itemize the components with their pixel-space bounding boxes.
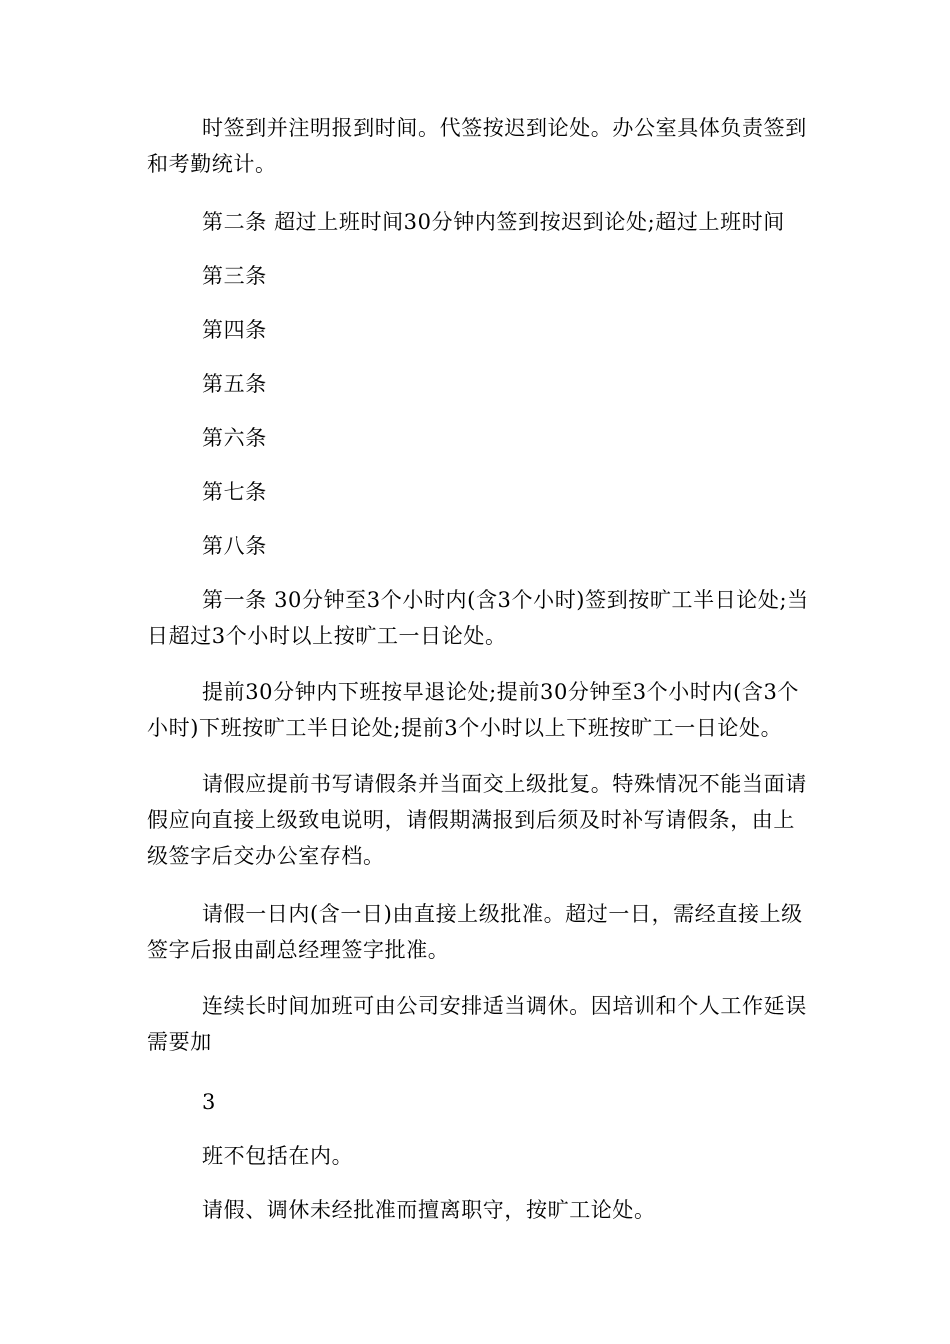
article-7: 第七条	[202, 480, 267, 504]
paragraph-overtime: 连续长时间加班可由公司安排适当调休。因培训和个人工作延误需要加	[147, 994, 807, 1054]
paragraph-leave-approval: 请假一日内(含一日)由直接上级批准。超过一日，需经直接上级签字后报由副总经理签字批准。	[147, 902, 803, 962]
paragraph-unauthorized-leave: 请假、调休未经批准而擅离职守，按旷工论处。	[202, 1198, 656, 1222]
paragraph-overtime-continued: 班不包括在内。	[202, 1144, 354, 1168]
paragraph-early-leave: 提前30分钟内下班按早退论处;提前30分钟至3个小时内(含3个小时)下班按旷工半日论处;提前3个小时以上下班按旷工一日论处。	[147, 680, 800, 740]
paragraph-leave-request: 请假应提前书写请假条并当面交上级批复。特殊情况不能当面请假应向直接上级致电说明，请假期满报到后须及时补写请假条，由上级签字后交办公室存档。	[147, 772, 807, 868]
article-4: 第四条	[202, 318, 267, 342]
paragraph-sign-in: 时签到并注明报到时间。代签按迟到论处。办公室具体负责签到和考勤统计。	[147, 116, 807, 176]
article-8: 第八条	[202, 534, 267, 558]
article-2: 第二条 超过上班时间30分钟内签到按迟到论处;超过上班时间	[202, 210, 785, 234]
article-3: 第三条	[202, 264, 267, 288]
page-number: 3	[202, 1090, 216, 1114]
article-6: 第六条	[202, 426, 267, 450]
article-1-absence: 第一条 30分钟至3个小时内(含3个小时)签到按旷工半日论处;当日超过3个小时以上按旷工一日论处。	[147, 588, 809, 648]
article-5: 第五条	[202, 372, 267, 396]
